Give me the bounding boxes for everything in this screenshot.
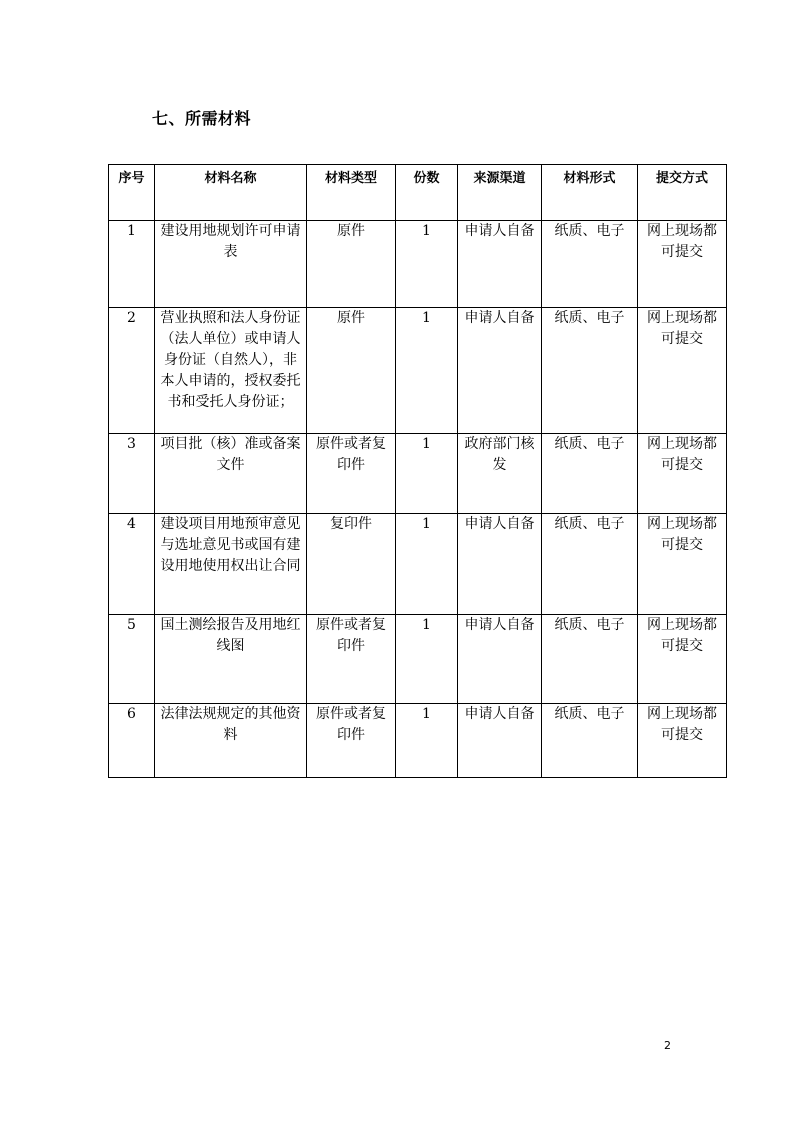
header-form: 材料形式 — [542, 165, 638, 221]
cell-type: 原件 — [307, 221, 396, 308]
cell-type: 原件或者复印件 — [307, 434, 396, 514]
cell-form: 纸质、电子 — [542, 615, 638, 704]
cell-name: 建设用地规划许可申请表 — [155, 221, 307, 308]
table-row — [109, 514, 727, 615]
cell-type: 原件或者复印件 — [307, 615, 396, 704]
section-title: 七、所需材料 — [152, 109, 252, 128]
cell-submission: 网上现场都可提交 — [638, 308, 727, 434]
cell-seq: 1 — [109, 221, 155, 308]
page-number: 2 — [664, 1039, 671, 1052]
cell-submission: 网上现场都可提交 — [638, 221, 727, 308]
cell-name: 项目批（核）准或备案文件 — [155, 434, 307, 514]
cell-type: 复印件 — [307, 514, 396, 615]
cell-form: 纸质、电子 — [542, 221, 638, 308]
materials-table — [108, 164, 727, 778]
header-seq: 序号 — [109, 165, 155, 221]
cell-submission: 网上现场都可提交 — [638, 434, 727, 514]
table-header-row — [109, 165, 727, 221]
cell-source: 申请人自备 — [458, 221, 542, 308]
cell-seq: 3 — [109, 434, 155, 514]
cell-submission: 网上现场都可提交 — [638, 514, 727, 615]
cell-source: 政府部门核发 — [458, 434, 542, 514]
cell-source: 申请人自备 — [458, 615, 542, 704]
cell-name: 营业执照和法人身份证（法人单位）或申请人身份证（自然人），非本人申请的，授权委托书和受托人身份证； — [155, 308, 307, 434]
cell-form: 纸质、电子 — [542, 308, 638, 434]
table-row — [109, 221, 727, 308]
cell-seq: 4 — [109, 514, 155, 615]
cell-source: 申请人自备 — [458, 308, 542, 434]
header-source: 来源渠道 — [458, 165, 542, 221]
cell-type: 原件 — [307, 308, 396, 434]
cell-submission: 网上现场都可提交 — [638, 615, 727, 704]
cell-name: 国土测绘报告及用地红线图 — [155, 615, 307, 704]
cell-copies: 1 — [396, 434, 458, 514]
cell-copies: 1 — [396, 615, 458, 704]
cell-copies: 1 — [396, 308, 458, 434]
cell-form: 纸质、电子 — [542, 434, 638, 514]
cell-source: 申请人自备 — [458, 514, 542, 615]
cell-copies: 1 — [396, 704, 458, 778]
cell-name: 建设项目用地预审意见与选址意见书或国有建设用地使用权出让合同 — [155, 514, 307, 615]
cell-seq: 6 — [109, 704, 155, 778]
cell-form: 纸质、电子 — [542, 514, 638, 615]
cell-seq: 5 — [109, 615, 155, 704]
cell-form: 纸质、电子 — [542, 704, 638, 778]
header-name: 材料名称 — [155, 165, 307, 221]
header-type: 材料类型 — [307, 165, 396, 221]
cell-copies: 1 — [396, 514, 458, 615]
cell-source: 申请人自备 — [458, 704, 542, 778]
cell-submission: 网上现场都可提交 — [638, 704, 727, 778]
table-row — [109, 308, 727, 434]
cell-copies: 1 — [396, 221, 458, 308]
header-copies: 份数 — [396, 165, 458, 221]
header-submission: 提交方式 — [638, 165, 727, 221]
cell-type: 原件或者复印件 — [307, 704, 396, 778]
table-row — [109, 615, 727, 704]
table-row — [109, 704, 727, 778]
table-row — [109, 434, 727, 514]
cell-seq: 2 — [109, 308, 155, 434]
cell-name: 法律法规规定的其他资料 — [155, 704, 307, 778]
